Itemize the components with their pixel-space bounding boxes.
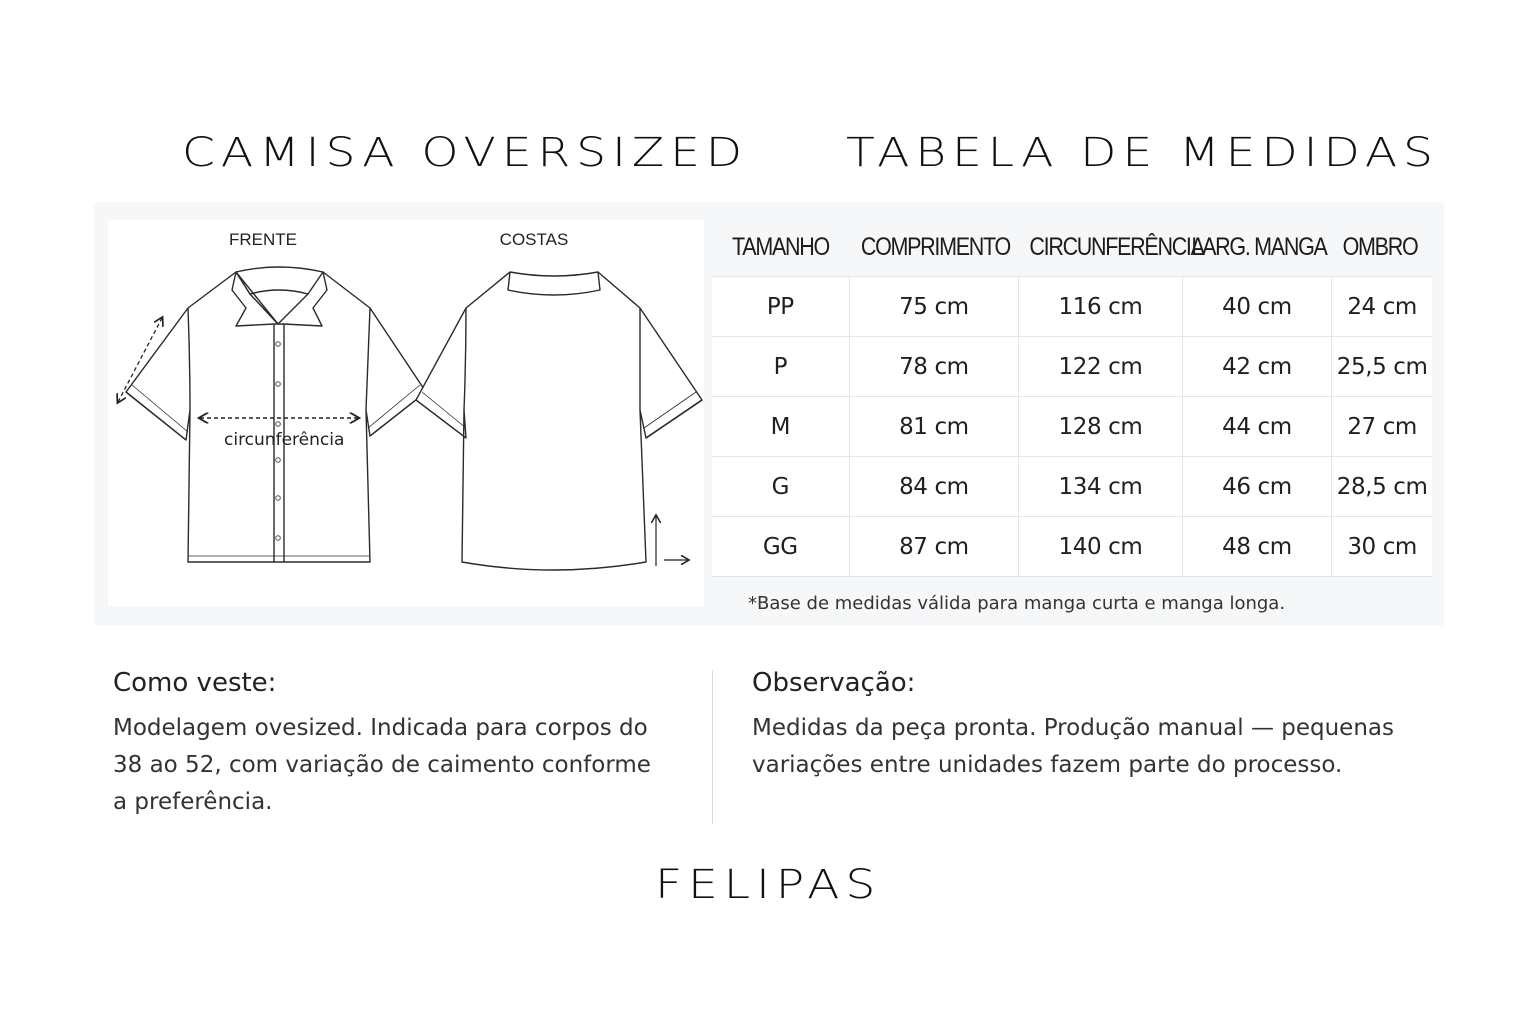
shoulder-cell: 27 cm <box>1347 413 1417 440</box>
technical-drawing <box>108 220 704 606</box>
observation-line: Medidas da peça pronta. Produção manual — pequenas <box>752 715 1394 741</box>
table-header-row <box>712 218 1432 276</box>
size-table <box>712 218 1432 577</box>
front-shirt <box>126 267 426 562</box>
observation-line: variações entre unidades fazem parte do processo. <box>752 752 1343 778</box>
table-footnote: *Base de medidas válida para manga curta e manga longa. <box>748 593 1286 614</box>
header-largura-manga: LARG. MANGA <box>1191 232 1327 261</box>
table-row <box>712 337 1432 397</box>
length-cell: 84 cm <box>850 457 1020 516</box>
shoulder-cell: 24 cm <box>1347 293 1417 320</box>
fit-description <box>113 710 693 821</box>
sleeve-cell: 48 cm <box>1183 517 1333 576</box>
size-table-title: TABELA DE MEDIDAS <box>846 130 1439 176</box>
size-cell: G <box>712 457 850 516</box>
observation-heading: Observação: <box>752 668 916 698</box>
back-shirt <box>416 272 702 570</box>
sleeve-cell: 46 cm <box>1183 457 1333 516</box>
shirt-sketch <box>108 220 704 606</box>
section-divider <box>712 670 713 824</box>
length-cell: 75 cm <box>850 277 1020 336</box>
front-view-label: FRENTE <box>229 230 297 249</box>
sleeve-cell: 44 cm <box>1183 397 1333 456</box>
chest-cell: 122 cm <box>1019 337 1183 396</box>
table-row <box>712 517 1432 577</box>
header-ombro: OMBRO <box>1342 232 1418 261</box>
length-cell: 81 cm <box>850 397 1020 456</box>
sleeve-cell: 42 cm <box>1183 337 1333 396</box>
length-cell: 87 cm <box>850 517 1020 576</box>
table-body <box>712 276 1432 577</box>
length-cell: 78 cm <box>850 337 1020 396</box>
shoulder-cell: 28,5 cm <box>1336 473 1428 500</box>
header-circunferencia: CIRCUNFERÊNCIA <box>1029 232 1204 261</box>
brand-name: FELIPAS <box>655 862 882 908</box>
chest-measure-label: circunferência <box>224 430 345 450</box>
table-row <box>712 397 1432 457</box>
header-comprimento: COMPRIMENTO <box>860 232 1010 261</box>
size-cell: P <box>712 337 850 396</box>
back-view-label: COSTAS <box>499 230 569 249</box>
fit-line: 38 ao 52, com variação de caimento conforme <box>113 752 651 778</box>
table-row <box>712 457 1432 517</box>
size-cell: GG <box>712 517 850 576</box>
chest-cell: 128 cm <box>1019 397 1183 456</box>
chest-cell: 134 cm <box>1019 457 1183 516</box>
fit-line: Modelagem ovesized. Indicada para corpos do <box>113 715 648 741</box>
observation-section <box>752 668 1452 784</box>
chest-cell: 116 cm <box>1019 277 1183 336</box>
fit-heading: Como veste: <box>113 668 277 698</box>
observation-description <box>752 710 1452 784</box>
size-cell: PP <box>712 277 850 336</box>
chest-cell: 140 cm <box>1019 517 1183 576</box>
shoulder-cell: 25,5 cm <box>1336 353 1428 380</box>
fit-line: a preferência. <box>113 789 273 815</box>
garment-title: CAMISA OVERSIZED <box>182 130 749 176</box>
header-tamanho: TAMANHO <box>732 232 829 261</box>
table-row <box>712 276 1432 337</box>
shoulder-cell: 30 cm <box>1347 533 1417 560</box>
size-cell: M <box>712 397 850 456</box>
fit-section <box>113 668 693 821</box>
sleeve-cell: 40 cm <box>1183 277 1333 336</box>
